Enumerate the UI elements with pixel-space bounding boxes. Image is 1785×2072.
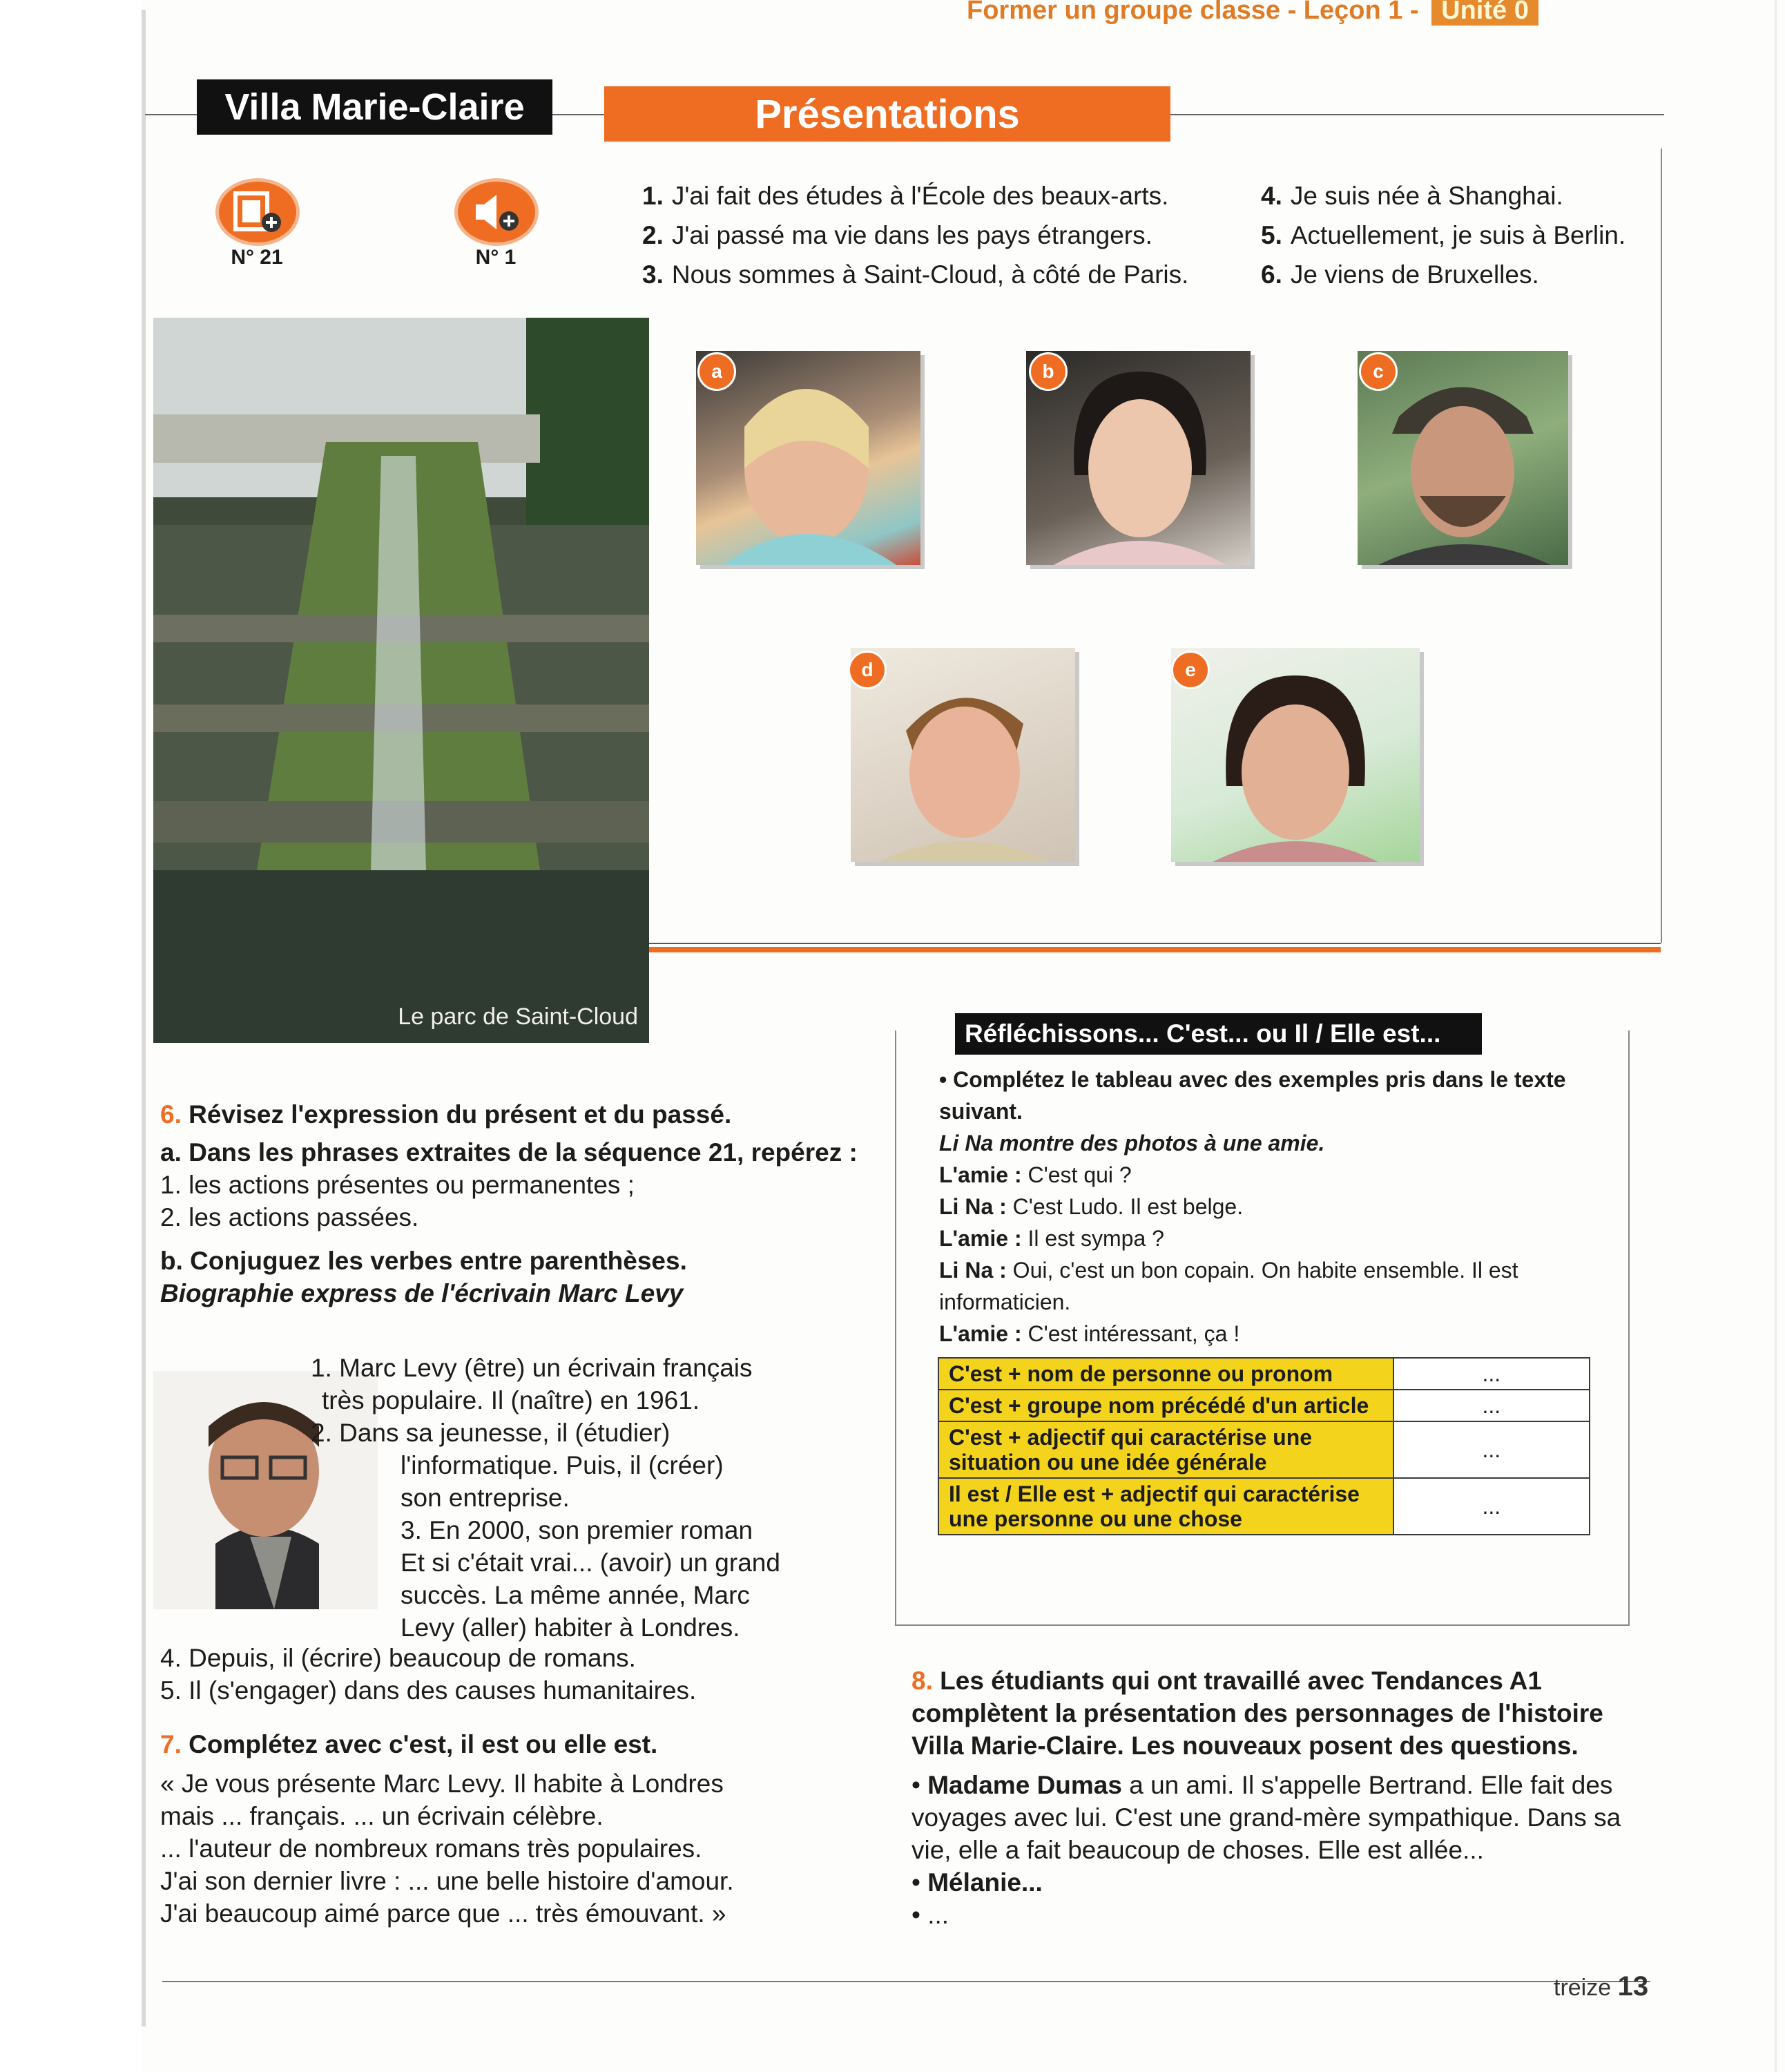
sentence-item: 6. Je viens de Bruxelles. [1261, 260, 1539, 289]
exercise-7 [160, 1728, 851, 1930]
sentence-item: 1. J'ai fait des études à l'École des beaux-arts. [642, 182, 1169, 210]
sentence-list-left [642, 176, 1188, 294]
list-item: 2. Dans sa jeunesse, il (étudier) [311, 1419, 670, 1447]
park-caption: Le parc de Saint-Cloud [398, 1004, 638, 1030]
exercise-8-title: 8. Les étudiants qui ont travaillé avec Tendances A1 complètent la présentation des personnages de l'histoire Villa Marie-Claire. Les nouveaux posent des questions. [911, 1667, 1603, 1760]
audio-link[interactable] [454, 178, 539, 269]
page-number: treize 13 [1554, 1971, 1649, 2002]
list-item: 1. Marc Levy (être) un écrivain français [311, 1354, 753, 1382]
unit-label: Unité 0 [1431, 0, 1538, 26]
audio-label: N° 1 [475, 246, 517, 269]
exercise-6b-list-b [401, 1449, 801, 1644]
list-item: ... l'auteur de nombreux romans très populaires. [160, 1834, 702, 1863]
portrait-badge: c [1359, 352, 1398, 391]
list-item: J'ai beaucoup aimé parce que ... très émouvant. » [160, 1899, 726, 1928]
sentence-list-right [1261, 176, 1625, 294]
page-edge [142, 10, 146, 2026]
grammar-instruction: • Complétez le tableau avec des exemples pris dans le texte suivant. [939, 1067, 1566, 1124]
exercise-6a-title: a. Dans les phrases extraites de la séquence 21, repérez : [160, 1138, 858, 1167]
dialogue-line: Li Na : Oui, c'est un bon copain. On habite ensemble. Il est informaticien. [939, 1258, 1518, 1314]
list-item: 3. En 2000, son premier roman [401, 1516, 753, 1544]
portrait-photo [851, 648, 1075, 862]
page-gutter [0, 0, 142, 2072]
portrait-badge: b [1029, 352, 1068, 391]
list-item: J'ai son dernier livre : ... une belle histoire d'amour. [160, 1867, 734, 1895]
exercise-7-title: 7. Complétez avec c'est, il est ou elle est. [160, 1730, 658, 1758]
table-cell-rule: C'est + groupe nom précédé d'un article [938, 1390, 1393, 1421]
list-item: très populaire. Il (naître) en 1961. [322, 1386, 700, 1414]
running-title: Former un groupe classe - Leçon 1 - [967, 0, 1427, 25]
dialogue-line: L'amie : Il est sympa ? [939, 1226, 1164, 1251]
table-cell-answer: ... [1393, 1478, 1590, 1535]
list-item: mais ... français. ... un écrivain célèbre. [160, 1802, 604, 1830]
list-item: 4. Depuis, il (écrire) beaucoup de romans. [160, 1644, 636, 1672]
exercise-6b-list-a [311, 1352, 787, 1449]
video-link[interactable] [215, 178, 300, 269]
running-header [967, 0, 1538, 26]
list-item: 1. les actions présentes ou permanentes ; [160, 1171, 635, 1199]
sentence-item: 5. Actuellement, je suis à Berlin. [1261, 221, 1626, 249]
dialogue-context: Li Na montre des photos à une amie. [939, 1131, 1325, 1155]
exercise-6-title: 6. Révisez l'expression du présent et du passé. [160, 1100, 732, 1129]
table-cell-answer: ... [1393, 1390, 1590, 1421]
grammar-table [938, 1357, 1590, 1535]
table-row [938, 1390, 1590, 1421]
table-cell-answer: ... [1393, 1421, 1590, 1478]
sentence-item: 3. Nous sommes à Saint-Cloud, à côté de Paris. [642, 260, 1189, 289]
video-icon [215, 178, 300, 246]
section-frame-right [1661, 148, 1662, 943]
audio-icon [454, 178, 539, 246]
grammar-box-text [939, 1064, 1588, 1350]
list-item: • ... [911, 1901, 949, 1929]
grammar-box-title: Réfléchissons... C'est... ou Il / Elle est... [955, 1013, 1482, 1055]
table-row [938, 1421, 1590, 1478]
park-photo [153, 318, 649, 1043]
sentence-item: 4. Je suis née à Shanghai. [1261, 182, 1563, 210]
page-edge-right [1775, 0, 1777, 2072]
footer-rule [162, 1981, 1650, 1982]
dialogue-line: L'amie : C'est qui ? [939, 1162, 1132, 1187]
portrait-badge: d [848, 651, 887, 689]
table-cell-rule: C'est + adjectif qui caractérise une situation ou une idée générale [938, 1421, 1393, 1478]
list-item: • Madame Dumas a un ami. Il s'appelle Bertrand. Elle fait des voyages avec lui. C'est une grand-mère sympathique. Dans sa vie, elle a fait beaucoup de choses. Elle est allée... [911, 1771, 1621, 1864]
section-frame-bottom [649, 943, 1661, 952]
list-item: succès. La même année, Marc [401, 1581, 750, 1609]
list-item: « Je vous présente Marc Levy. Il habite à Londres [160, 1769, 724, 1798]
exercise-6 [160, 1098, 858, 1310]
portrait-photo [1171, 648, 1420, 862]
exercise-8 [911, 1665, 1630, 1931]
dialogue-line: Li Na : C'est Ludo. Il est belge. [939, 1194, 1244, 1219]
table-row [938, 1478, 1590, 1535]
list-item: • Mélanie... [911, 1868, 1043, 1897]
table-cell-rule: Il est / Elle est + adjectif qui caractérise une personne ou une chose [938, 1478, 1393, 1535]
list-item: 5. Il (s'engager) dans des causes humanitaires. [160, 1676, 697, 1705]
list-item: Et si c'était vrai... (avoir) un grand [401, 1548, 780, 1577]
video-label: N° 21 [231, 246, 283, 269]
portrait-badge: a [697, 352, 736, 391]
sentence-item: 2. J'ai passé ma vie dans les pays étrangers. [642, 221, 1152, 249]
portrait-badge: e [1171, 651, 1210, 689]
exercise-6b-subtitle: Biographie express de l'écrivain Marc Levy [160, 1279, 684, 1307]
story-label: Villa Marie-Claire [197, 79, 552, 135]
section-title: Présentations [604, 86, 1170, 142]
exercise-6b-list-c [160, 1642, 851, 1707]
list-item: son entreprise. [401, 1484, 570, 1512]
list-item: l'informatique. Puis, il (créer) [401, 1451, 724, 1479]
dialogue-line: L'amie : C'est intéressant, ça ! [939, 1321, 1240, 1346]
table-cell-rule: C'est + nom de personne ou pronom [938, 1358, 1393, 1390]
list-item: 2. les actions passées. [160, 1203, 419, 1231]
table-row [938, 1358, 1590, 1390]
exercise-6b-title: b. Conjuguez les verbes entre parenthèses. [160, 1247, 687, 1275]
list-item: Levy (aller) habiter à Londres. [401, 1613, 740, 1642]
table-cell-answer: ... [1393, 1358, 1590, 1390]
